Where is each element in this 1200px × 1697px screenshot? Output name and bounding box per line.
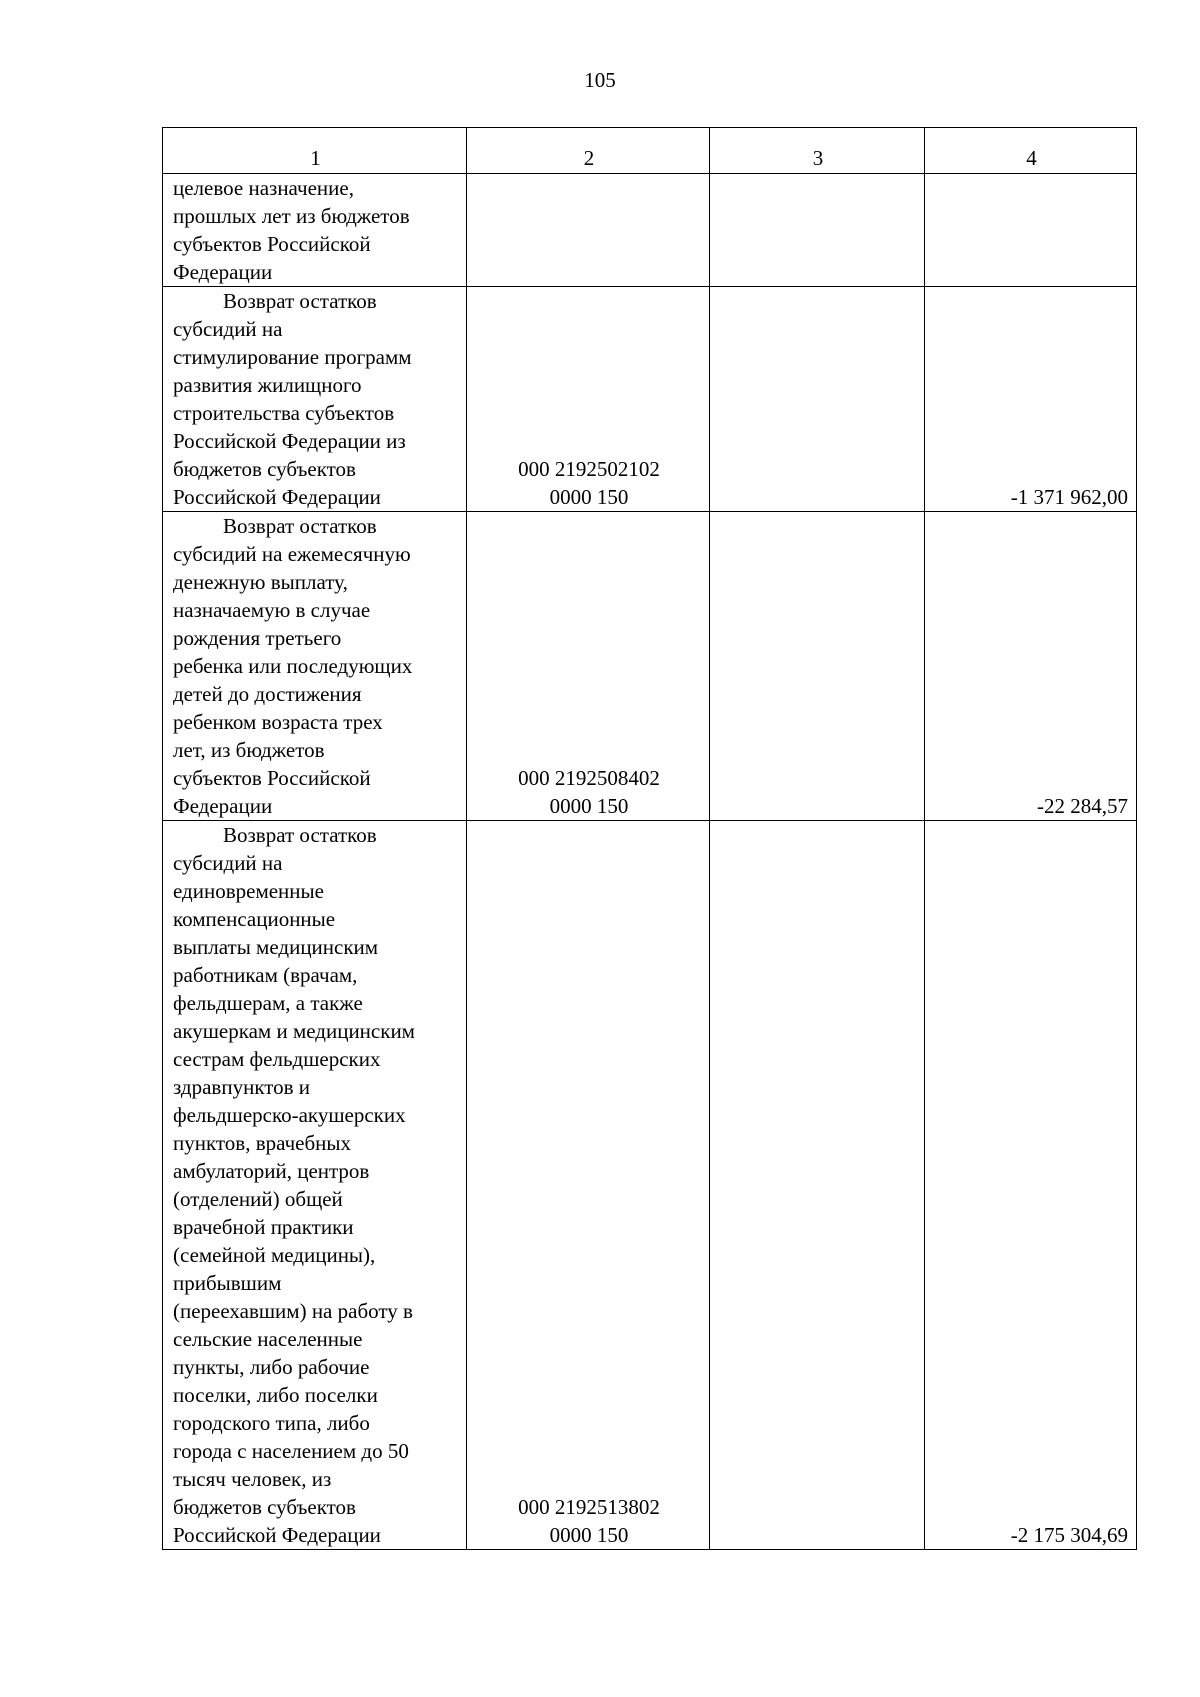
page-number: 105 xyxy=(584,68,616,92)
row-name-line: бюджетов субъектов xyxy=(173,457,356,481)
row-name-line: Российской Федерации из xyxy=(173,429,406,453)
row-name-first-line: Возврат остатков xyxy=(223,289,377,313)
row-amount-cell: -1 371 962,00 xyxy=(925,287,1137,512)
row-name-line: Федерации xyxy=(173,260,273,284)
row-name-line: назначаемую в случае xyxy=(173,598,371,622)
row-amount-cell: -22 284,57 xyxy=(925,512,1137,821)
table-row xyxy=(163,287,1137,512)
row-name-line: (семейной медицины), xyxy=(173,1243,376,1267)
row-name-line: субъектов Российской xyxy=(173,232,371,256)
row-name-line: города с населением до 50 xyxy=(173,1439,409,1463)
row-name-line: тысяч человек, из xyxy=(173,1467,332,1491)
row-name-line: стимулирование программ xyxy=(173,345,412,369)
row-name-line: сельские населенные xyxy=(173,1327,363,1351)
row-name-line: фельдшерско-акушерских xyxy=(173,1103,406,1127)
row-name-line: детей до достижения xyxy=(173,682,362,706)
table-header-row xyxy=(163,128,1137,174)
row-name-line: Федерации xyxy=(173,794,273,818)
row-code-line: 000 2192513802 xyxy=(518,1495,660,1519)
row-code-line: 0000 150 xyxy=(549,1523,629,1547)
row-name-line: здравпунктов и xyxy=(173,1075,311,1099)
row-name-line: строительства субъектов xyxy=(173,401,395,425)
row-name-line: прошлых лет из бюджетов xyxy=(173,204,410,228)
row-name-first-line: Возврат остатков xyxy=(223,514,377,538)
row-name-cell xyxy=(163,287,467,512)
row-code-cell xyxy=(467,512,710,821)
row-name-line: Российской Федерации xyxy=(173,1523,381,1547)
row-name-line: лет, из бюджетов xyxy=(173,738,325,762)
row-name-cell xyxy=(163,174,467,287)
row-name-line: субсидий на ежемесячную xyxy=(173,542,411,566)
row-name-line: врачебной практики xyxy=(173,1215,354,1239)
row-code-line: 0000 150 xyxy=(549,485,629,509)
row-col3-cell xyxy=(710,512,925,821)
row-name-line: рождения третьего xyxy=(173,626,342,650)
table-row xyxy=(163,821,1137,1550)
row-name-cell xyxy=(163,512,467,821)
row-name-line: выплаты медицинским xyxy=(173,935,379,959)
row-name-line: ребенком возраста трех xyxy=(173,710,383,734)
row-name-line: бюджетов субъектов xyxy=(173,1495,356,1519)
row-name-line: компенсационные xyxy=(173,907,336,931)
row-name-line: фельдшерам, а также xyxy=(173,991,363,1015)
row-name-line: амбулаторий, центров xyxy=(173,1159,370,1183)
row-col3-cell xyxy=(710,287,925,512)
row-code-line: 000 2192502102 xyxy=(518,457,660,481)
row-col3-cell xyxy=(710,174,925,287)
row-name-line: субъектов Российской xyxy=(173,766,371,790)
row-name-line: развития жилищного xyxy=(173,373,362,397)
header-cell-1: 1 xyxy=(163,128,467,174)
row-name-line: акушеркам и медицинским xyxy=(173,1019,415,1043)
header-cell-4: 4 xyxy=(925,128,1137,174)
row-name-line: сестрам фельдшерских xyxy=(173,1047,381,1071)
row-name-line: субсидий на xyxy=(173,317,283,341)
row-name-line: ребенка или последующих xyxy=(173,654,413,678)
row-code-line: 000 2192508402 xyxy=(518,766,660,790)
row-name-line: субсидий на xyxy=(173,851,283,875)
row-code-cell xyxy=(467,287,710,512)
row-code-cell xyxy=(467,821,710,1550)
row-col3-cell xyxy=(710,821,925,1550)
header-cell-2: 2 xyxy=(467,128,710,174)
row-code-line: 0000 150 xyxy=(549,794,629,818)
row-name-line: единовременные xyxy=(173,879,324,903)
row-name-line: (отделений) общей xyxy=(173,1187,343,1211)
row-name-line: пункты, либо рабочие xyxy=(173,1355,370,1379)
row-name-line: работникам (врачам, xyxy=(173,963,358,987)
row-name-line: городского типа, либо xyxy=(173,1411,370,1435)
row-name-line: пунктов, врачебных xyxy=(173,1131,352,1155)
row-name-line: Российской Федерации xyxy=(173,485,381,509)
row-name-line: денежную выплату, xyxy=(173,570,348,594)
row-amount-cell xyxy=(925,174,1137,287)
row-name-cell xyxy=(163,821,467,1550)
budget-table xyxy=(162,127,1137,1550)
row-name-line: прибывшим xyxy=(173,1271,282,1295)
header-cell-3: 3 xyxy=(710,128,925,174)
table-row xyxy=(163,512,1137,821)
table-row xyxy=(163,174,1137,287)
row-name-line: поселки, либо поселки xyxy=(173,1383,378,1407)
row-name-first-line: Возврат остатков xyxy=(223,823,377,847)
row-amount-cell: -2 175 304,69 xyxy=(925,821,1137,1550)
row-code-cell xyxy=(467,174,710,287)
row-name-line: (переехавшим) на работу в xyxy=(173,1299,413,1323)
row-name-line: целевое назначение, xyxy=(173,176,354,200)
